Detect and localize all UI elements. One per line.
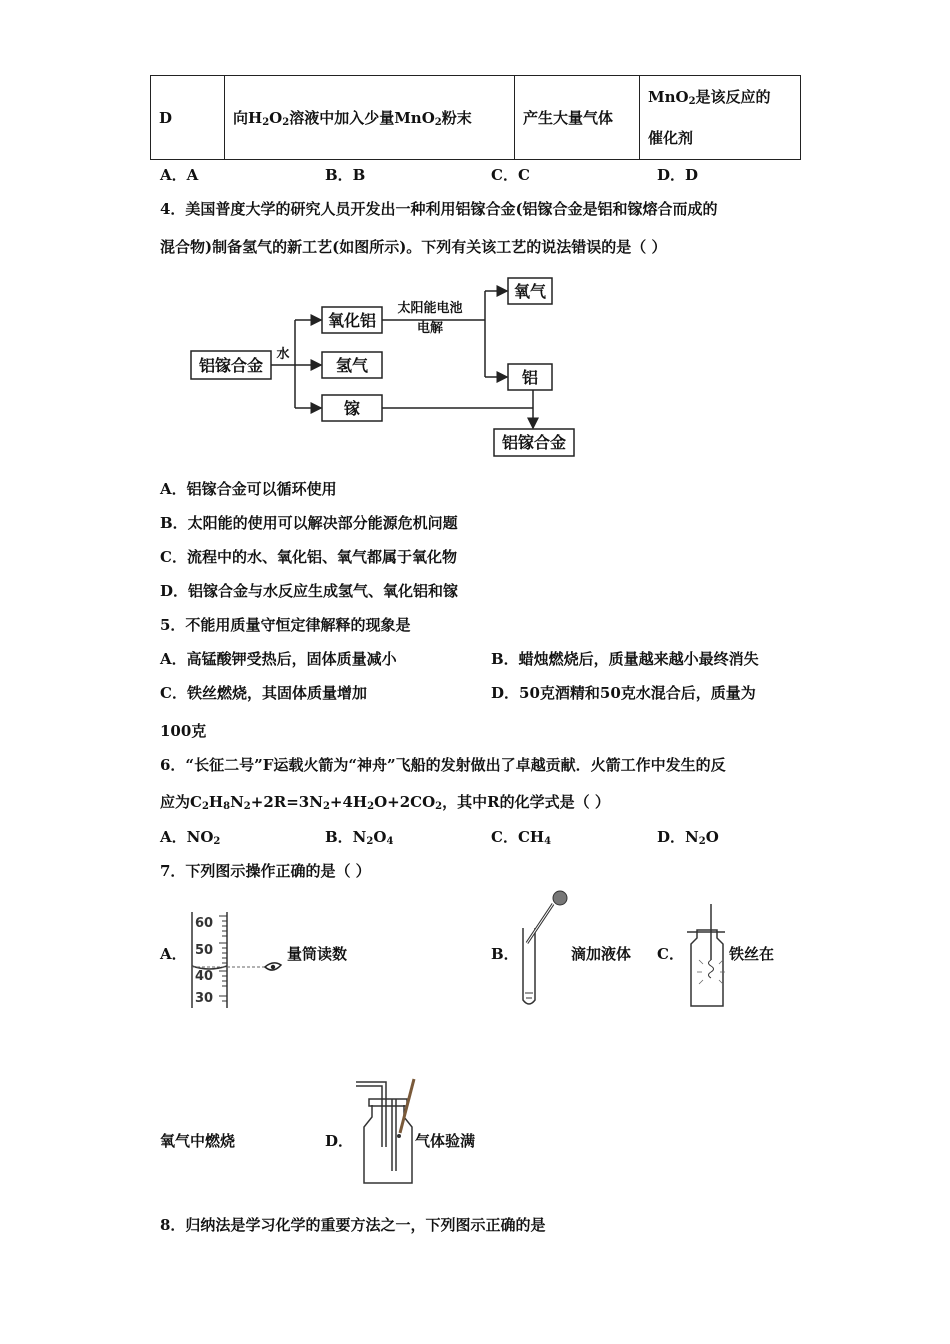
- label-end: 铝镓合金: [501, 433, 567, 452]
- table-cell-conclusion: MnO$_2$是该反应的 催化剂: [640, 76, 801, 160]
- q5-option-a: A．高锰酸钾受热后，固体质量减小: [160, 650, 397, 668]
- table-cell-phenomenon: 产生大量气体: [515, 76, 640, 160]
- label-gallium: 镓: [343, 399, 361, 418]
- q5-option-d-cont: 100克: [160, 722, 207, 740]
- tick-label: 40: [195, 969, 214, 984]
- q5-stem: 5．不能用质量守恒定律解释的现象是: [160, 616, 411, 634]
- q7-stem: 7．下列图示操作正确的是（ ）: [160, 862, 371, 880]
- gas-collection-image: [352, 1077, 418, 1189]
- q5-option-c: C．铁丝燃烧，其固体质量增加: [160, 684, 367, 702]
- tick-label: 30: [195, 991, 214, 1006]
- q7-option-c-text: 铁丝在: [729, 945, 775, 963]
- label-hydrogen: 氢气: [335, 356, 369, 375]
- q5-option-d: D．50克酒精和50克水混合后，质量为: [491, 684, 756, 702]
- q7-option-c-text-cont: 氧气中燃烧: [160, 1132, 236, 1150]
- q3-option-c: C．C: [491, 166, 530, 184]
- q7-option-a-text: 量筒读数: [287, 945, 348, 963]
- q7-option-b-text: 滴加液体: [571, 945, 632, 963]
- q7-option-b-label: B．: [491, 945, 519, 963]
- iron-wire-bottle-image: [685, 902, 730, 1010]
- label-solar: 太阳能电池: [397, 301, 463, 316]
- q4-stem-line2: 混合物)制备氢气的新工艺(如图所示)。下列有关该工艺的说法错误的是（ ）: [160, 238, 667, 256]
- q6-option-b: B．$N_2O_4$: [325, 828, 394, 847]
- label-aluminum: 铝: [521, 368, 539, 387]
- q4-option-a: A．铝镓合金可以循环使用: [160, 480, 337, 498]
- dropper-test-tube-image: [515, 888, 575, 1010]
- q6-stem-line1: 6．“长征二号”F运载火箭为“神舟”飞船的发射做出了卓越贡献．火箭工作中发生的反: [160, 756, 726, 774]
- q6-stem-line2: 应为$C_2H_8N_2+2R=3N_2+4H_2O+2CO_2$，其中R的化学式是（ ）: [160, 793, 610, 812]
- q8-stem: 8．归纳法是学习化学的重要方法之一，下列图示正确的是: [160, 1216, 546, 1234]
- q4-option-b: B．太阳能的使用可以解决部分能源危机问题: [160, 514, 458, 532]
- label-water: 水: [276, 347, 290, 362]
- q4-option-c: C．流程中的水、氧化铝、氧气都属于氧化物: [160, 548, 457, 566]
- q3-option-d: D．D: [657, 166, 699, 184]
- process-diagram: [185, 275, 585, 460]
- label-alumina: 氧化铝: [327, 311, 377, 330]
- table-cell-operation: 向$H_2O_2$溶液中加入少量MnO$_2$粉末: [225, 76, 515, 160]
- q6-option-a: A．$NO_2$: [160, 828, 221, 847]
- label-start: 铝镓合金: [198, 356, 264, 375]
- q3-option-a: A．A: [160, 166, 199, 184]
- tick-label: 50: [195, 943, 214, 958]
- eye-icon: [265, 963, 281, 970]
- label-oxygen: 氧气: [513, 282, 547, 301]
- q6-option-d: D．$N_2O$: [657, 828, 719, 847]
- tick-label: 60: [195, 916, 214, 931]
- table-cell-letter: D: [151, 76, 225, 160]
- q4-stem-line1: 4．美国普度大学的研究人员开发出一种利用铝镓合金(铝镓合金是铝和镓熔合而成的: [160, 200, 718, 218]
- q3-option-b: B．B: [325, 166, 366, 184]
- q6-option-c: C．$CH_4$: [491, 828, 552, 847]
- table-row: [151, 76, 801, 160]
- q7-option-c-label: C．: [657, 945, 684, 963]
- q7-option-d-label: D．: [325, 1132, 354, 1150]
- answer-table: [150, 75, 801, 160]
- q7-option-a-label: A．: [160, 945, 187, 963]
- q4-option-d: D．铝镓合金与水反应生成氢气、氧化铝和镓: [160, 582, 459, 600]
- q5-option-b: B．蜡烛燃烧后，质量越来越小最终消失: [491, 650, 759, 668]
- label-electrolysis: 电解: [416, 321, 444, 336]
- q7-option-d-text: 气体验满: [415, 1132, 476, 1150]
- graduated-cylinder-image: [185, 910, 285, 1010]
